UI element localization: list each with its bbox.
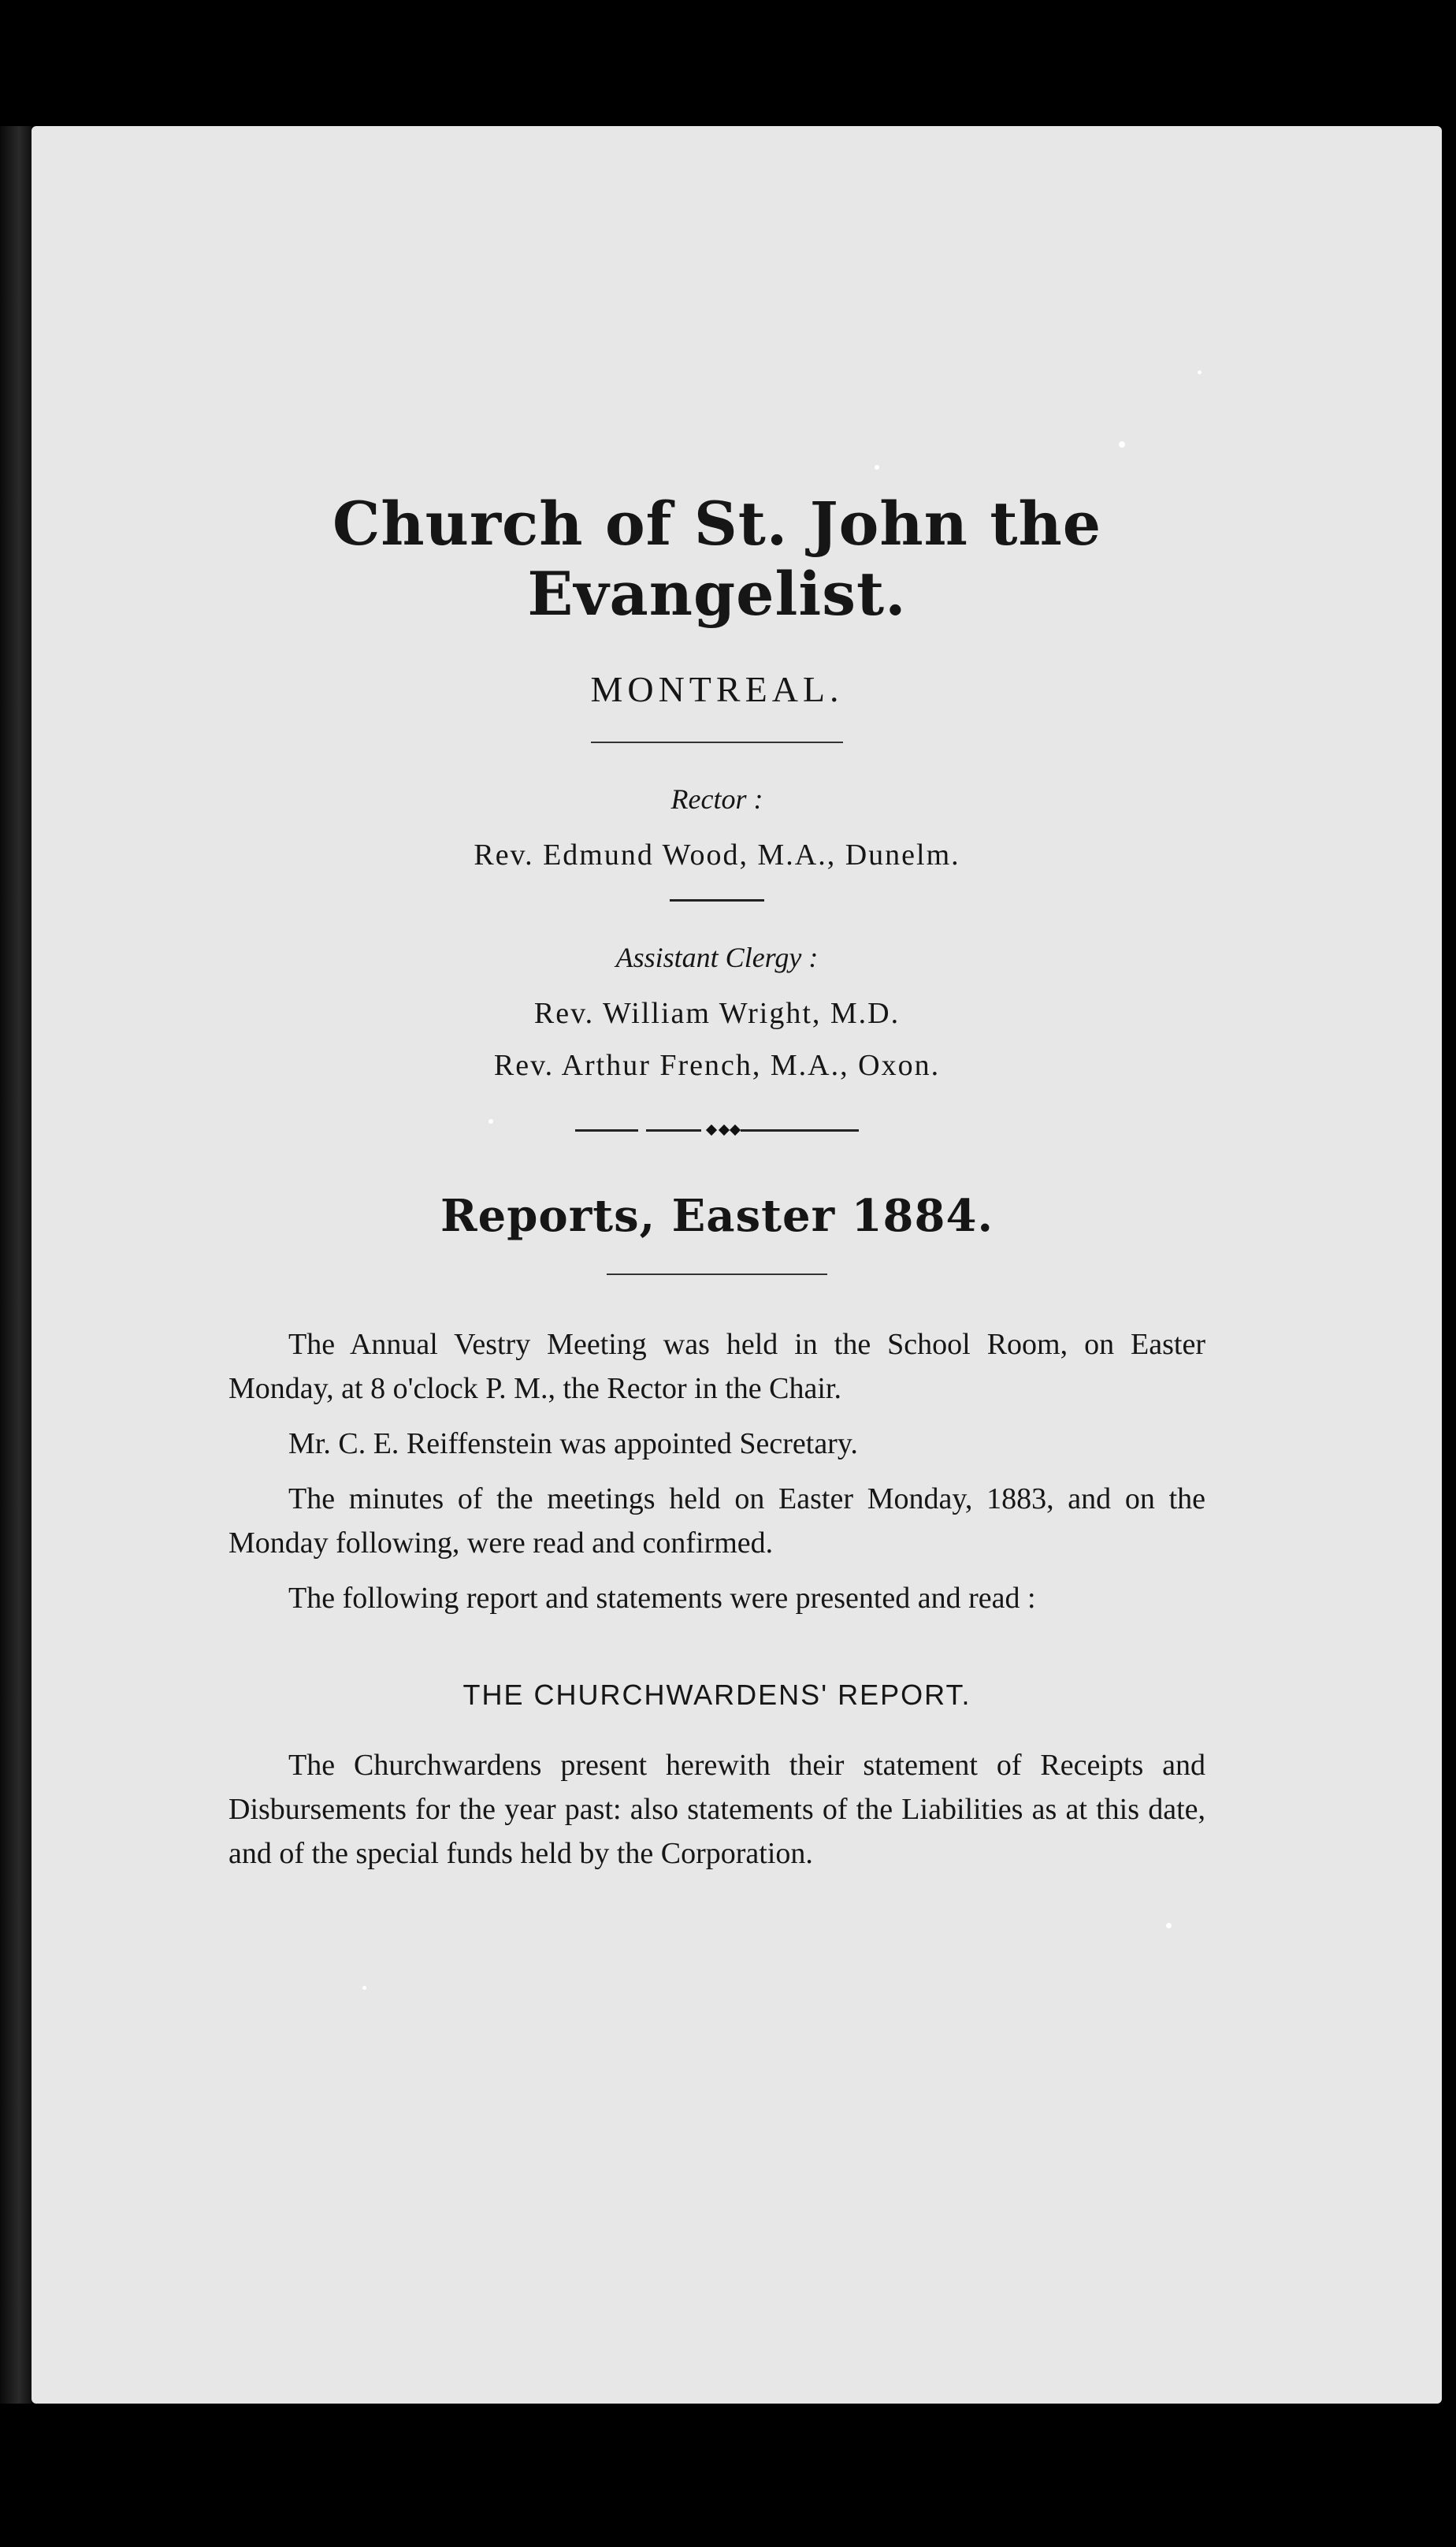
paragraph: The Churchwardens present herewith their statement of Receipts and Disbursements for the year past: also statements of the Liabilities as at this date, and of the special funds held by the Corporation.	[228, 1749, 1205, 1870]
divider-rule	[670, 899, 764, 902]
minutes-paragraphs	[228, 1322, 1205, 1620]
assistant-clergy-label: Assistant Clergy :	[615, 942, 819, 973]
section-heading: THE CHURCHWARDENS' REPORT.	[462, 1679, 971, 1711]
rector-name: Rev. Edmund Wood, M.A., Dunelm.	[474, 838, 960, 872]
assistant-clergy-name: Rev. William Wright, M.D.	[533, 997, 901, 1030]
rector-label: Rector :	[670, 783, 763, 815]
city-name: MONTREAL.	[590, 669, 844, 709]
paragraph: The Annual Vestry Meeting was held in the School Room, on Easter Monday, at 8 o'clock P. M., the Rector in the Chair.	[228, 1328, 1205, 1405]
divider-rule	[607, 1274, 827, 1275]
ornamental-divider	[575, 1121, 859, 1140]
reports-title: Reports, Easter 1884.	[440, 1190, 994, 1242]
paragraph: The minutes of the meetings held on Easter Monday, 1883, and on the Monday following, were read and confirmed.	[228, 1482, 1205, 1560]
church-title: Church of St. John the Evangelist.	[332, 489, 1102, 629]
divider-rule	[591, 742, 843, 743]
paragraph: The following report and statements were presented and read :	[288, 1582, 1036, 1615]
page-content	[228, 489, 1205, 1876]
assistant-clergy-name: Rev. Arthur French, M.A., Oxon.	[493, 1049, 941, 1082]
page-edge	[0, 126, 32, 2404]
paragraph: Mr. C. E. Reiffenstein was appointed Secretary.	[288, 1427, 858, 1460]
